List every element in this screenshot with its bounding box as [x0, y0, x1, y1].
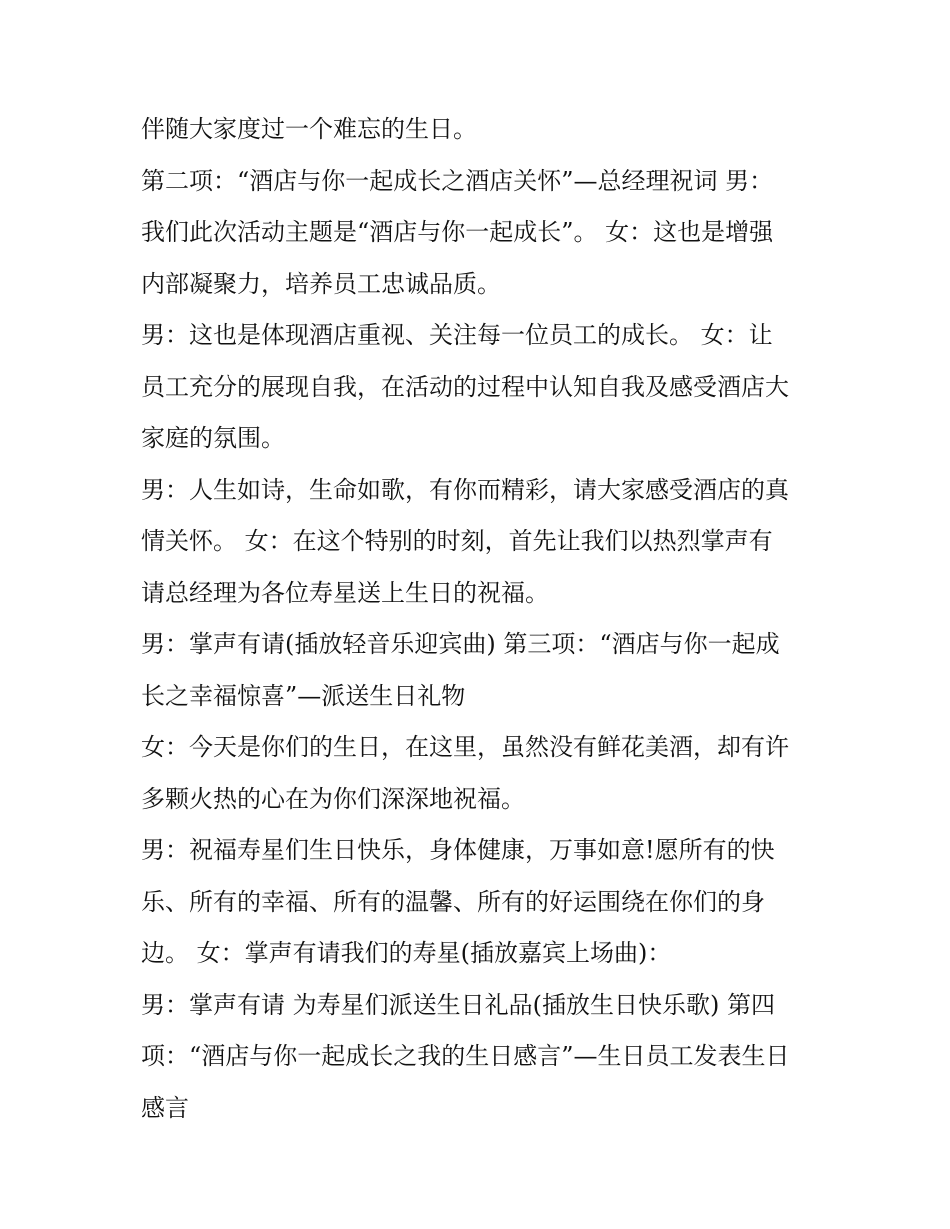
document-body-text	[141, 104, 821, 1134]
text-line: 感言	[141, 1093, 189, 1122]
text-line: 男：这也是体现酒店重视、关注每一位员工的成长。 女：让	[141, 321, 773, 349]
text-line: 第二项：“酒店与你一起成长之酒店关怀”—总经理祝词 男：	[141, 166, 774, 195]
text-line: 多颗火热的心在为你们深深地祝福。	[141, 784, 525, 813]
text-line: 情关怀。 女：在这个特别的时刻，首先让我们以热烈掌声有	[141, 527, 773, 555]
text-line: 乐、所有的幸福、所有的温馨、所有的好运围绕在你们的身	[141, 887, 765, 916]
text-line: 男：人生如诗，生命如歌，有你而精彩，请大家感受酒店的真	[141, 475, 789, 504]
text-line: 伴随大家度过一个难忘的生日。	[141, 115, 477, 143]
text-line: 家庭的氛围。	[141, 424, 285, 452]
text-line: 女：今天是你们的生日，在这里，虽然没有鲜花美酒，却有许	[141, 733, 789, 761]
text-line: 项：“酒店与你一起成长之我的生日感言”—生日员工发表生日	[141, 1042, 790, 1070]
text-line: 我们此次活动主题是“酒店与你一起成长”。 女：这也是增强	[141, 218, 774, 246]
text-line: 长之幸福惊喜”—派送生日礼物	[141, 681, 466, 710]
text-line: 男：掌声有请 为寿星们派送生日礼品(插放生日快乐歌) 第四	[141, 990, 775, 1019]
text-line: 请总经理为各位寿星送上生日的祝福。	[141, 578, 549, 607]
text-line: 内部凝聚力，培养员工忠诚品质。	[141, 269, 501, 298]
text-line: 男：祝福寿星们生日快乐，身体健康，万事如意!愿所有的快	[141, 836, 775, 864]
text-line: 边。 女：掌声有请我们的寿星(插放嘉宾上场曲)：	[141, 939, 672, 967]
text-line: 男：掌声有请(插放轻音乐迎宾曲) 第三项：“酒店与你一起成	[141, 630, 780, 658]
text-line: 员工充分的展现自我，在活动的过程中认知自我及感受酒店大	[141, 372, 789, 401]
